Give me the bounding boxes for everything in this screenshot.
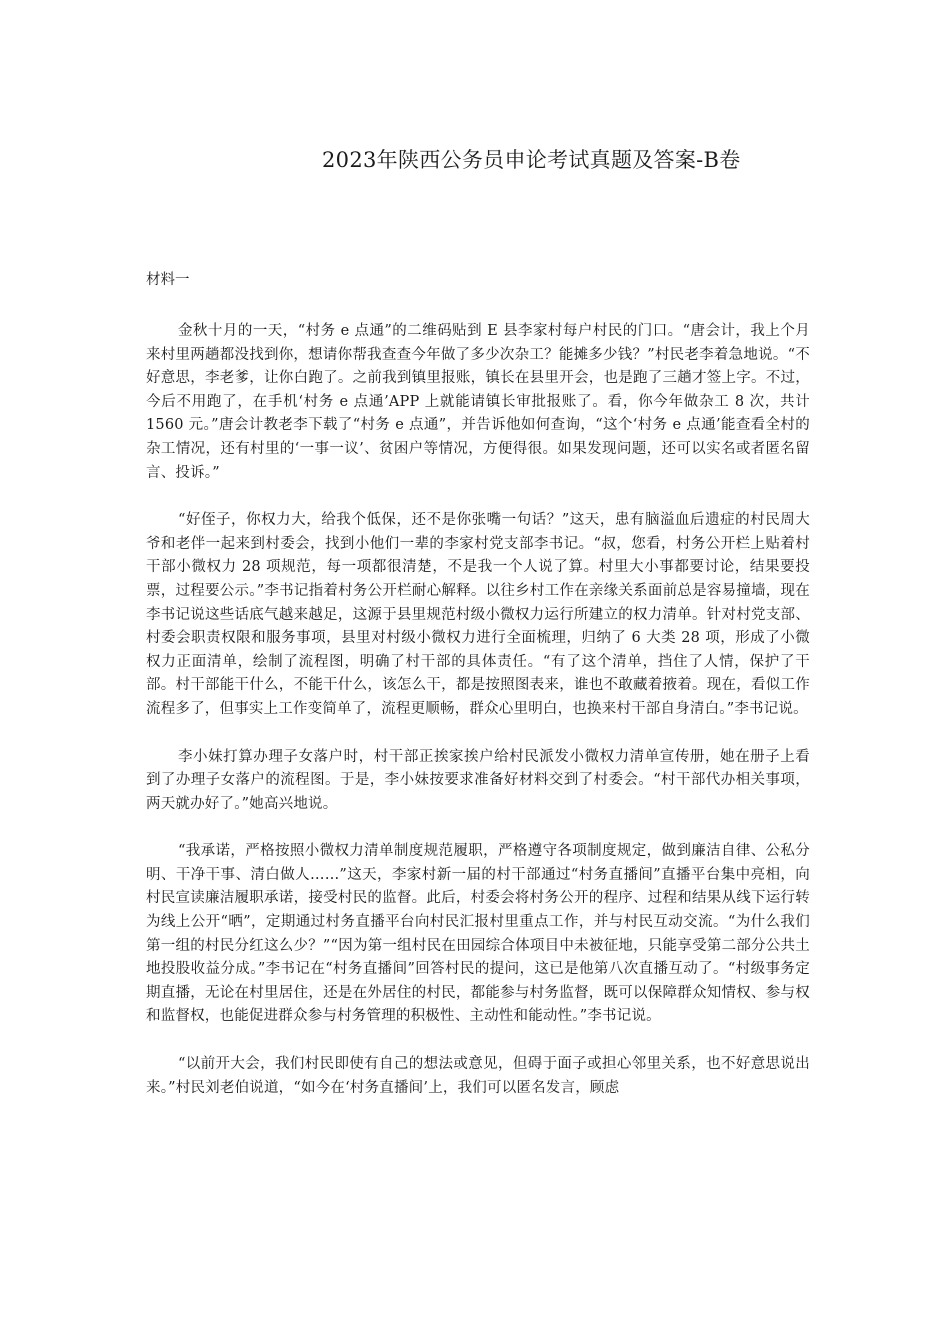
document-title: 2023年陕西公务员申论考试真题及答案-B卷 <box>322 148 741 172</box>
paragraph: “我承诺，严格按照小微权力清单制度规范履职，严格遵守各项制度规定，做到廉洁自律、公私分明、干净干事、清白做人……”这天，李家村新一届的村干部通过“村务直播间”直播平台集中亮相，向村民宣读廉洁履职承诺，接受村民的监督。此后，村委会将村务公开的程序、过程和结果从线下运行转为线上公开“晒”，定期通过村务直播平台向村民汇报村里重点工作，并与村民互动交流。“为什么我们第一组的村民分红这么少？”“因为第一组村民在田园综合体项目中未被征地，只能享受第二部分公共土地投股收益分成。”李书记在“村务直播间”回答村民的提问，这已是他第八次直播互动了。“村级事务定期直播，无论在村里居住，还是在外居住的村民，都能参与村务监督，既可以保障群众知情权、参与权和监督权，也能促进群众参与村务管理的积极性、主动性和能动性。”李书记说。 <box>146 843 810 1025</box>
paragraph: 李小妹打算办理子女落户时，村干部正挨家挨户给村民派发小微权力清单宣传册，她在册子上看到了办理子女落户的流程图。于是，李小妹按要求准备好材料交到了村委会。“村干部代办相关事项，两天就办好了。”她高兴地说。 <box>146 748 810 812</box>
paragraph: 金秋十月的一天，“村务 e 点通”的二维码贴到 E 县李家村每户村民的门口。“唐会计，我上个月来村里两趟都没找到你，想请你帮我查查今年做了多少次杂工？能摊多少钱？”村民老李着急地说。“不好意思，李老爹，让你白跑了。之前我到镇里报账，镇长在县里开会，也是跑了三趟才签上字。不过，今后不用跑了，在手机‘村务 e 点通’APP 上就能请镇长审批报账了。看，你今年做杂工 8 次，共计 1560 元。”唐会计教老李下载了“村务 e 点通”，并告诉他如何查询，“这个‘村务 e 点通’能查看全村的杂工情况，还有村里的‘一事一议’、贫困户等情况，方便得很。如果发现问题，还可以实名或者匿名留言、投诉。” <box>146 323 810 481</box>
paragraph: “好侄子，你权力大，给我个低保，还不是你张嘴一句话？”这天，患有脑溢血后遗症的村民周大爷和老伴一起来到村委会，找到小他们一辈的李家村党支部李书记。“叔，您看，村务公开栏上贴着村干部小微权力 28 项规范，每一项都很清楚，不是我一个人说了算。村里大小事都要讨论，结果要投票，过程要公示。”李书记指着村务公开栏耐心解释。以往乡村工作在亲缘关系面前总是容易撞墙，现在李书记说这些话底气越来越足，这源于县里规范村级小微权力运行所建立的权力清单。针对村党支部、村委会职责权限和服务事项，县里对村级小微权力进行全面梳理，归纳了 6 大类 28 项，形成了小微权力正面清单，绘制了流程图，明确了村干部的具体责任。“有了这个清单，挡住了人情，保护了干部。村干部能干什么，不能干什么，该怎么干，都是按照图表来，谁也不敢藏着掖着。现在，看似工作流程多了，但事实上工作变简单了，流程更顺畅，群众心里明白，也换来村干部自身清白。”李书记说。 <box>146 512 810 717</box>
document-body <box>146 320 810 1124</box>
paragraph: “以前开大会，我们村民即使有自己的想法或意见，但碍于面子或担心邻里关系，也不好意思说出来。”村民刘老伯说道，“如今在‘村务直播间’上，我们可以匿名发言，顾虑 <box>146 1056 810 1096</box>
section-label: 材料一 <box>146 272 190 288</box>
